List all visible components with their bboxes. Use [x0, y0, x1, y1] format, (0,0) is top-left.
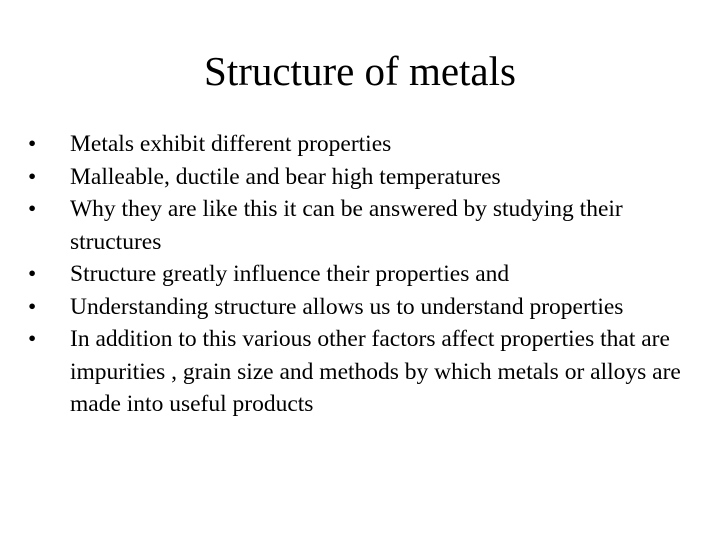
bullet-icon: • [28, 131, 37, 157]
bullet-text: Why they are like this it can be answered by studying their structures [70, 196, 623, 255]
bullet-text: Metals exhibit different properties [70, 131, 392, 157]
bullet-icon: • [28, 163, 37, 190]
bullet-icon: • [28, 293, 37, 320]
bullet-text: Malleable, ductile and bear high temperatures [70, 163, 501, 190]
bullet-list [26, 128, 706, 421]
bullet-text: Understanding structure allows us to understand properties [70, 293, 624, 320]
bullet-icon: • [28, 196, 37, 222]
bullet-item [26, 128, 706, 161]
bullet-item [26, 323, 706, 421]
bullet-icon: • [28, 326, 37, 352]
bullet-item [26, 291, 706, 324]
bullet-item [26, 258, 706, 291]
bullet-text: In addition to this various other factors affect properties that are impurities , grain size and methods by which metals or alloys are made into useful products [70, 326, 681, 417]
bullet-icon: • [28, 261, 37, 287]
bullet-item [26, 161, 706, 194]
slide-title: Structure of metals [204, 48, 516, 94]
bullet-item [26, 193, 706, 258]
bullet-text: Structure greatly influence their properties and [70, 261, 510, 287]
